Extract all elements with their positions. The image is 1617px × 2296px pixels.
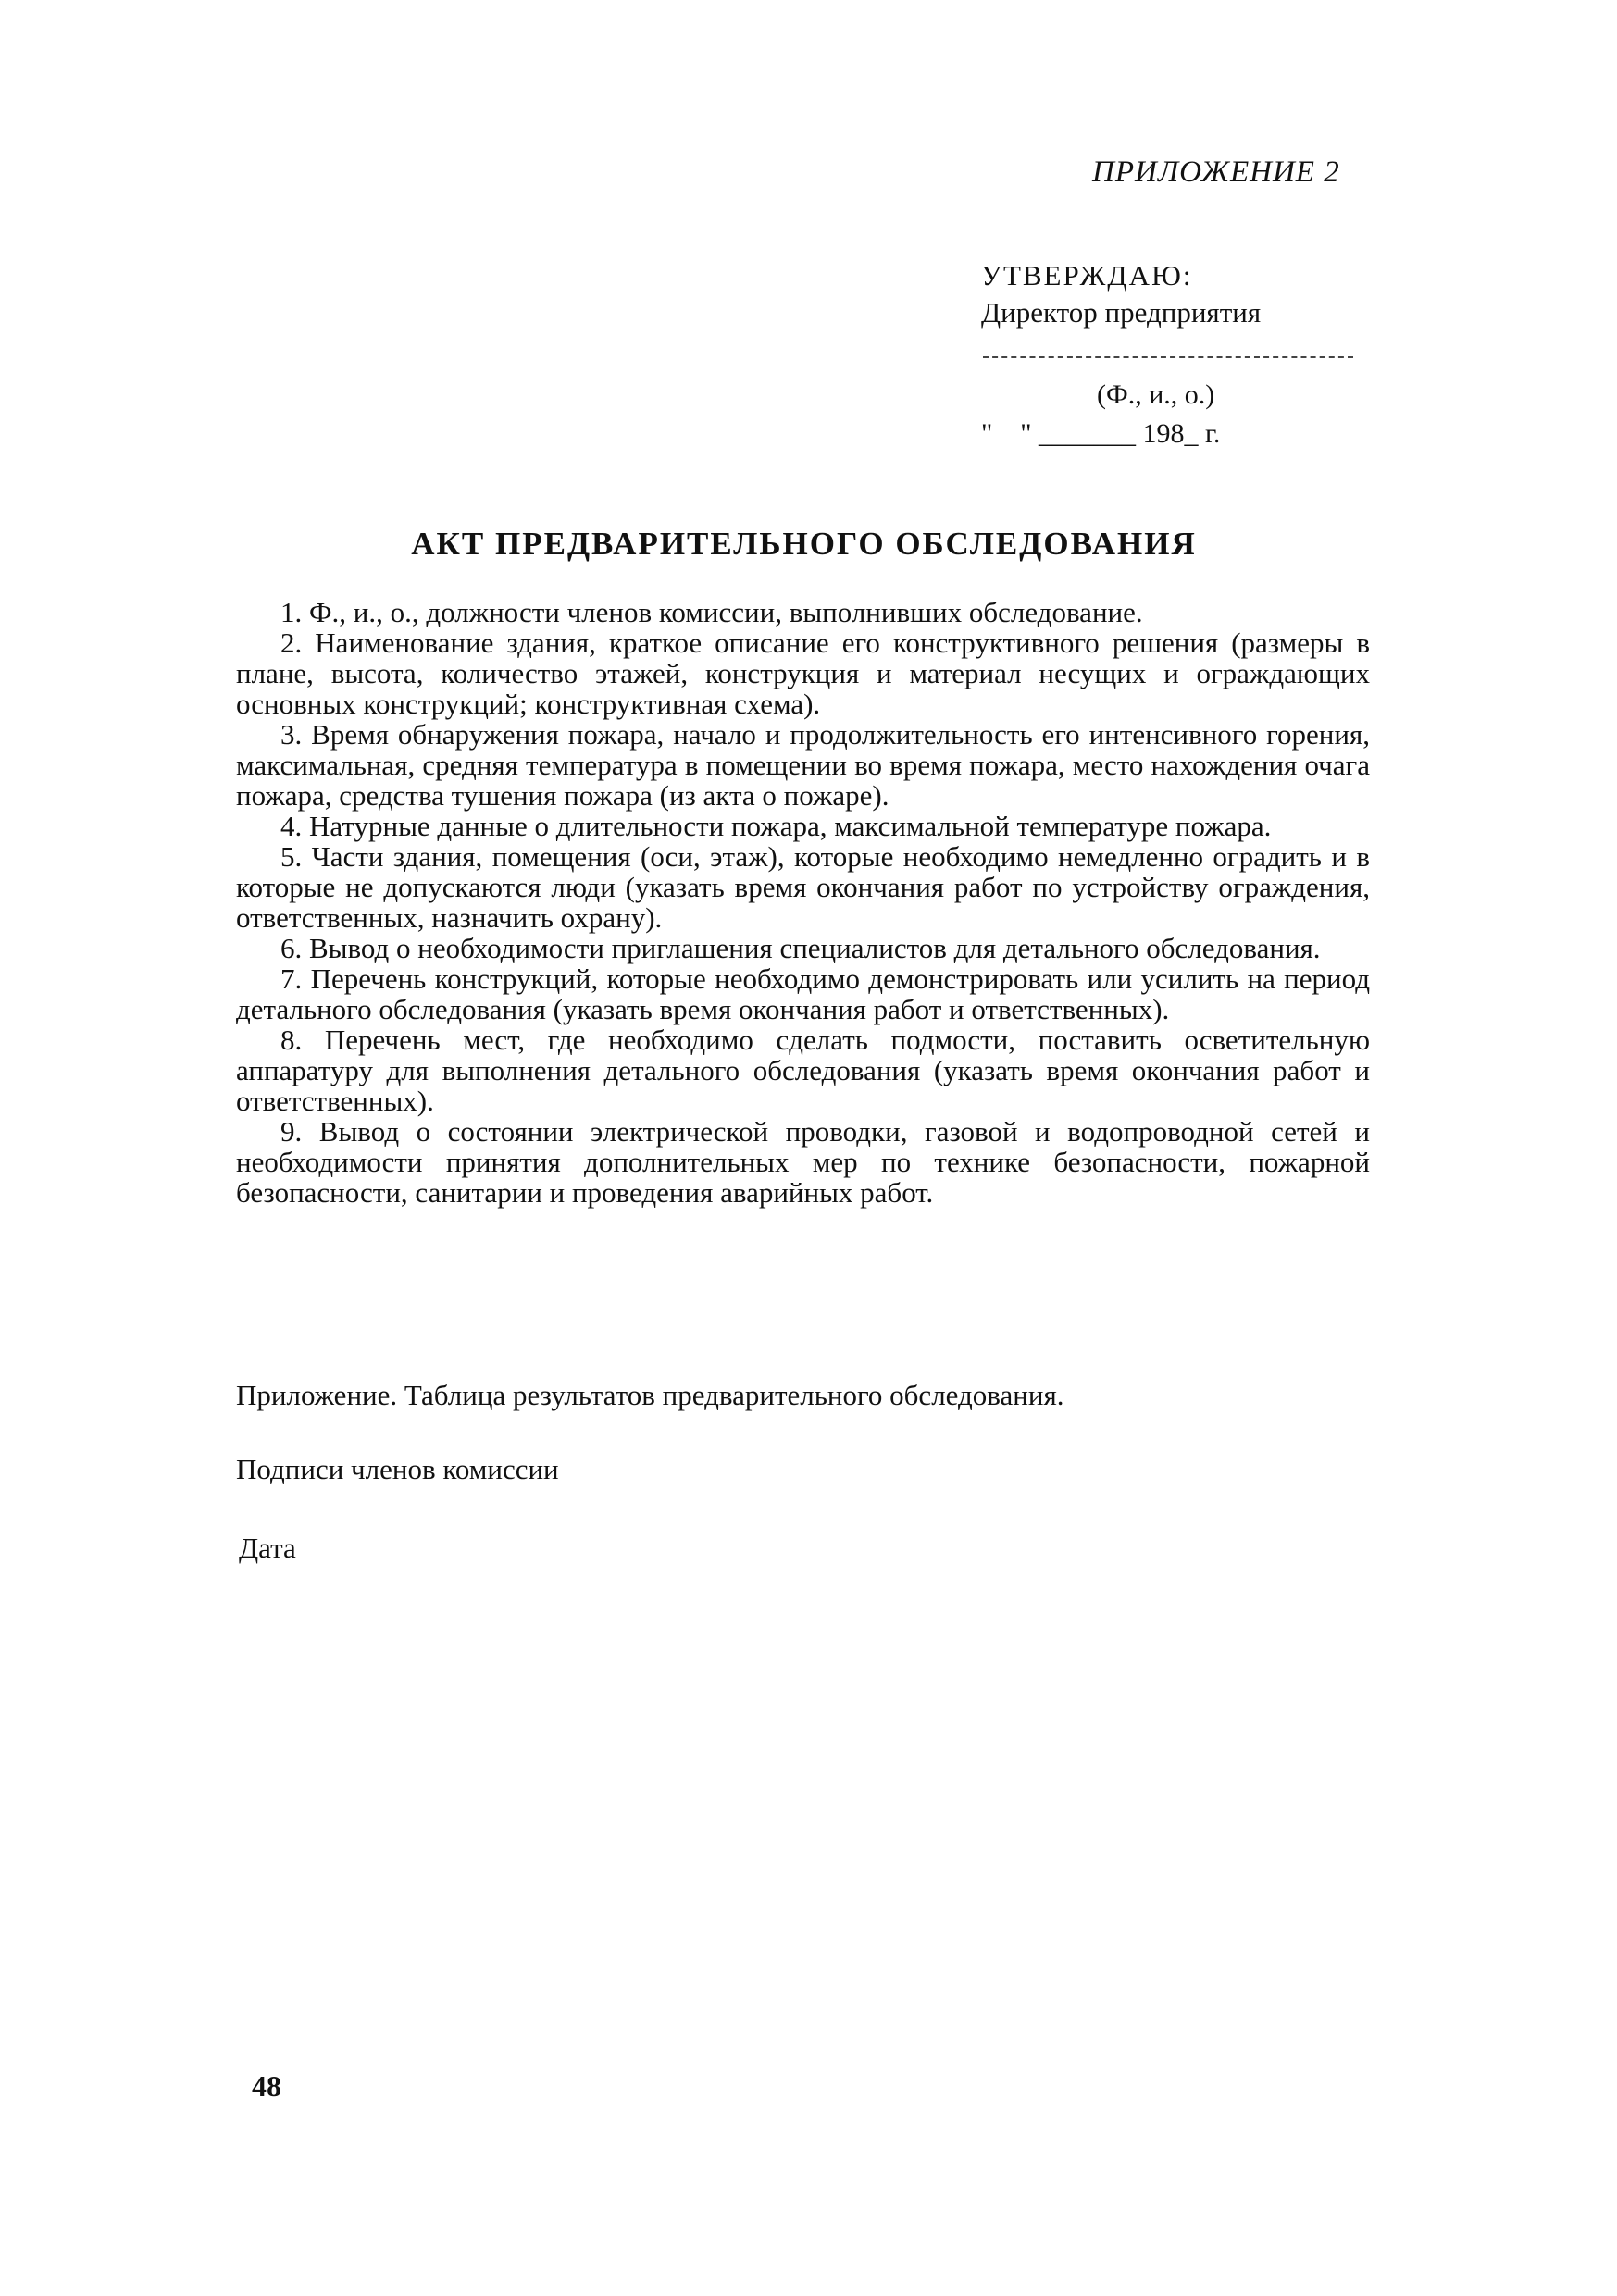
date-label: Дата [239, 1532, 296, 1564]
approval-position: Директор предприятия [981, 296, 1262, 329]
attachment-note: Приложение. Таблица результатов предварительного обследования. [236, 1379, 1064, 1411]
list-item: 2. Наименование здания, краткое описание его конструктивного решения (размеры в плане, высота, количество этажей, конструкция и материал несущих и ограждающих основных конструкций; конструктивная схема). [236, 627, 1370, 720]
document-title [0, 526, 1617, 563]
fio-caption: (Ф., и., о.) [1097, 379, 1215, 410]
list-item: 7. Перечень конструкций, которые необходимо демонстрировать или усилить на период детального обследования (указать время окончания работ и ответственных). [236, 962, 1370, 1025]
list-item: 1. Ф., и., о., должности членов комиссии, выполнивших обследование. [280, 596, 1143, 628]
list-item: 6. Вывод о необходимости приглашения специалистов для детального обследования. [280, 932, 1321, 964]
list-item: 3. Время обнаружения пожара, начало и продолжительность его интенсивного горения, максимальная, средняя температура в помещении во время пожара, место нахождения очага пожара, средства тушения пожара (из акта о пожаре). [236, 718, 1370, 812]
page-number: 48 [252, 2069, 281, 2103]
appendix-label: ПРИЛОЖЕНИЕ 2 [1092, 155, 1340, 189]
list-item: 8. Перечень мест, где необходимо сделать подмости, поставить осветительную аппаратуру для выполнения детального обследования (указать время окончания работ и ответственных). [236, 1024, 1370, 1117]
document-title-text: АКТ ПРЕДВАРИТЕЛЬНОГО ОБСЛЕДОВАНИЯ [411, 526, 1197, 562]
list-item: 9. Вывод о состоянии электрической проводки, газовой и водопроводной сетей и необходимости принятия дополнительных мер по технике безопасности, пожарной безопасности, санитарии и проведения аварийных работ. [236, 1115, 1370, 1209]
list-item: 5. Части здания, помещения (оси, этаж), которые необходимо немедленно оградить и в которые не допускаются люди (указать время окончания работ по устройству ограждения, ответственных, назначить охрану). [236, 840, 1370, 934]
approval-date-line: " " _______ 198_ г. [981, 418, 1221, 449]
items-list [236, 597, 1370, 1208]
approval-title: УТВЕРЖДАЮ: [981, 259, 1193, 292]
approval-block [981, 257, 1370, 331]
list-item: 4. Натурные данные о длительности пожара, максимальной температуре пожара. [280, 810, 1272, 842]
signature-line [983, 356, 1353, 358]
signatures-label: Подписи членов комиссии [236, 1453, 559, 1485]
